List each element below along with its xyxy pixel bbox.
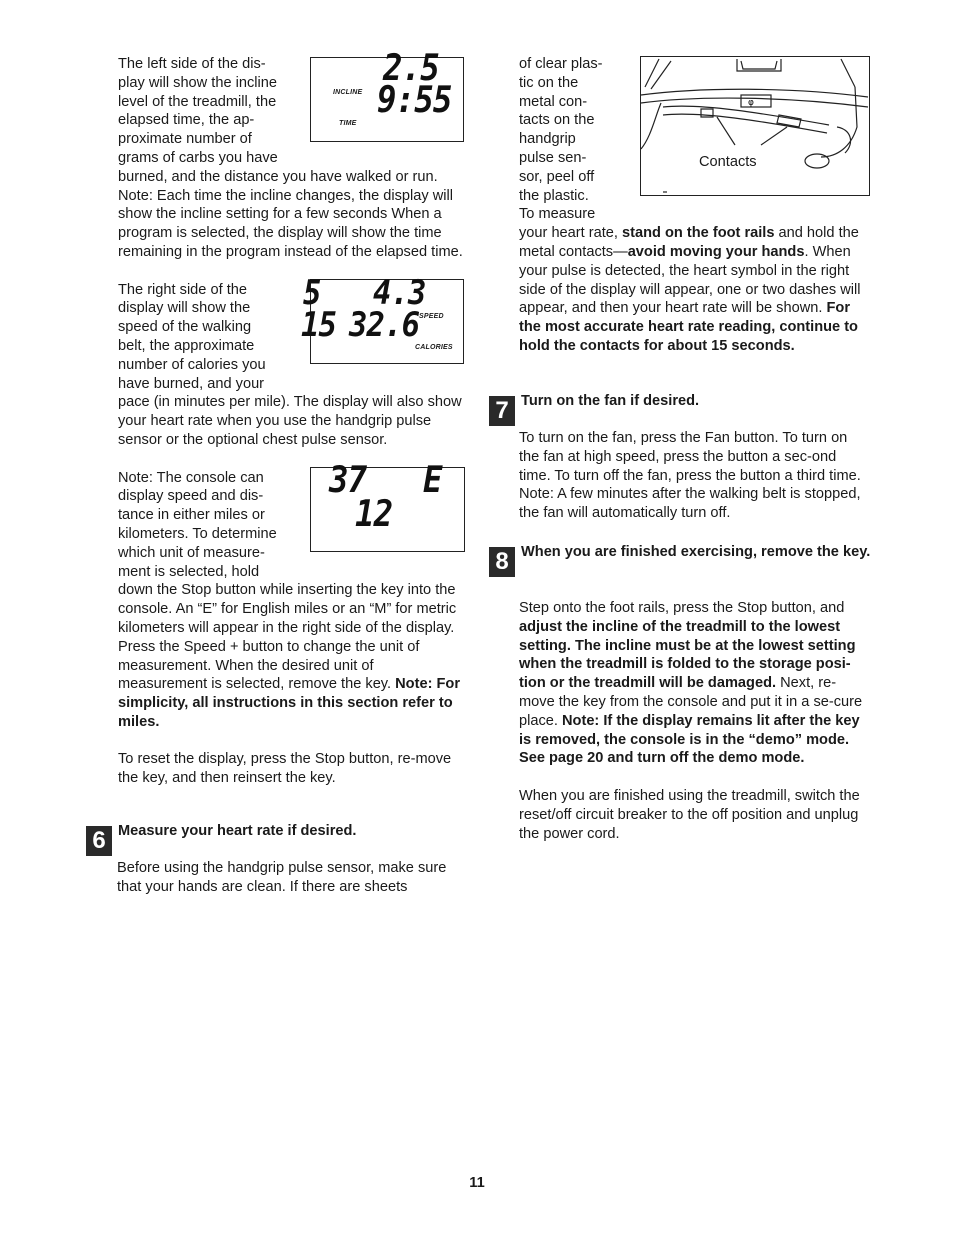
units-note-bold: Note: For simplicity, all instructions in this section refer to miles. (118, 676, 460, 730)
step-6-paragraph: Before using the handgrip pulse sensor, make sure that your hands are clean. If there are sheets (117, 860, 447, 895)
text-line: belt, the approximate (118, 337, 255, 354)
text-line: metal con- (519, 93, 588, 110)
units-value-a: 37 (329, 459, 367, 501)
incline-time-display-figure (310, 48, 464, 142)
step-8-text (519, 599, 871, 843)
text-line: grams of carbs you have (118, 149, 278, 166)
text-line: To measure (519, 206, 596, 223)
text-line: play will show the incline (118, 74, 277, 91)
heart-text-e: . When your pulse is detected, the heart symbol in the right side of the display will appear, one or two dashes will appear, and then your heart rate will be shown. (519, 243, 861, 317)
text-line: sor, peel off (519, 168, 595, 185)
text-line: Note: The console can (118, 469, 264, 486)
left-column (118, 48, 464, 788)
text-line: of clear plas- (519, 56, 603, 72)
edge-digit-top: 5 (303, 272, 321, 313)
heart-text-f: For the most accurate heart rate reading, continue to hold the contacts for about 15 seconds. (519, 300, 858, 354)
heart-text-a: your heart rate, (519, 225, 623, 242)
step-8-final-paragraph: When you are finished using the treadmill, switch the reset/off circuit breaker to the off position and unplug the power cord. (519, 787, 860, 842)
text-line: have burned, and your (118, 375, 265, 392)
text-line: kilometers. To determine (118, 525, 277, 542)
paragraph-units-cont (118, 581, 464, 731)
text-line: tic on the (519, 74, 579, 91)
speed-value: 4.3 (373, 272, 426, 313)
step-7-paragraph: To turn on the fan, press the Fan button. To turn on the fan at high speed, press the button a sec-ond time. To turn off the fan, press the button a third time. Note: A few minutes after the walking belt is stopped, the fan will automatically turn off. (519, 430, 861, 522)
units-display-figure (310, 459, 465, 552)
text-line: tance in either miles or (118, 507, 265, 524)
paragraph-incline-cont: burned, and the distance you have walked or run. Note: Each time the incline changes, the display will show the incline setting for a few seconds When a program is selected, the display will show the time remaining in the program instead of the elapsed time. (118, 168, 463, 260)
text-line: level of the treadmill, the (118, 93, 277, 110)
text-line: handgrip (519, 131, 576, 148)
step-8-paragraph (519, 599, 871, 768)
text-line: which unit of measure- (118, 544, 265, 561)
text-line: display speed and dis- (118, 488, 264, 505)
incline-value: 2.5 (383, 48, 439, 89)
text-line: The right side of the (118, 281, 247, 298)
page-number: 11 (469, 1175, 485, 1191)
console-edge-line (645, 59, 659, 87)
incline-label: INCLINE (333, 89, 363, 96)
units-value-b: E (423, 459, 442, 501)
units-value-c: 12 (355, 493, 393, 535)
step-8-badge: 8 (489, 547, 515, 577)
step-7-text (519, 429, 869, 523)
paragraph-heart-cont (519, 224, 871, 356)
handgrip-illustration (641, 57, 868, 194)
text-line: display will show the (118, 300, 251, 317)
step-7-heading: Turn on the fan if desired. (521, 393, 700, 409)
step-6-text (117, 859, 467, 897)
text-line: elapsed time, the ap- (118, 112, 255, 129)
step-8-text-4: Note: If the display remains lit after the key is removed, the console is in the “demo” mode. See page 20 and turn off the demo mode. (519, 712, 860, 767)
step-6-badge: 6 (86, 826, 112, 856)
time-value: 9:55 (377, 80, 452, 121)
step-7-badge: 7 (489, 396, 515, 426)
edge-digit-bottom: 15 (301, 304, 337, 345)
calories-label: CALORIES (415, 343, 453, 351)
text-line: number of calories you (118, 356, 266, 373)
step-8-heading: When you are finished exercising, remove the key. (521, 544, 871, 560)
step-6-heading: Measure your heart rate if desired. (118, 823, 357, 839)
text-line: The left side of the dis- (118, 56, 266, 72)
handgrip-contacts-figure (640, 56, 870, 196)
svg-text:φ: φ (748, 98, 754, 108)
time-label: TIME (339, 120, 357, 127)
step-8-text-1: Step onto the foot rails, press the Stop button, and (519, 600, 845, 616)
heart-text-d: avoid moving your hands (627, 243, 805, 260)
text-line: speed of the walking (118, 319, 252, 336)
speed-label: SPEED (419, 312, 444, 320)
calories-value: 32.6 (349, 304, 420, 345)
text-line: ment is selected, hold (118, 563, 260, 580)
paragraph-speed-cont: pace (in minutes per mile). The display will also show your heart rate when you use the handgrip pulse sensor or the optional chest pulse sensor. (118, 394, 462, 448)
heart-text-c: and hold the metal contacts— (519, 225, 859, 260)
heart-text-b: stand on the foot rails (622, 225, 775, 242)
contacts-label: Contacts (699, 154, 757, 170)
step-8-text-2: adjust the incline of the treadmill to the lowest setting. The incline must be at the lowest setting when the treadmill is folded to the storage posi-tion or the treadmill will be damaged. (519, 618, 856, 692)
text-line: tacts on the (519, 112, 595, 129)
right-column (519, 55, 871, 356)
units-text: down the Stop button while inserting the key into the console. An “E” for English miles or an “M” for metric kilometers will appear in the right side of the display. Press the Speed + button to change the unit of measurement. When the desired unit of measurement is selected, remove the key. (118, 582, 457, 693)
text-line: proximate number of (118, 131, 252, 148)
paragraph-reset: To reset the display, press the Stop button, re-move the key, and then reinsert the key. (118, 751, 452, 787)
step-8-text-3: Next, re-move the key from the console and put it in a se-cure place. (519, 675, 863, 729)
text-line: pulse sen- (519, 149, 587, 166)
speed-calories-display-figure (301, 272, 464, 364)
text-line: the plastic. (519, 187, 589, 204)
